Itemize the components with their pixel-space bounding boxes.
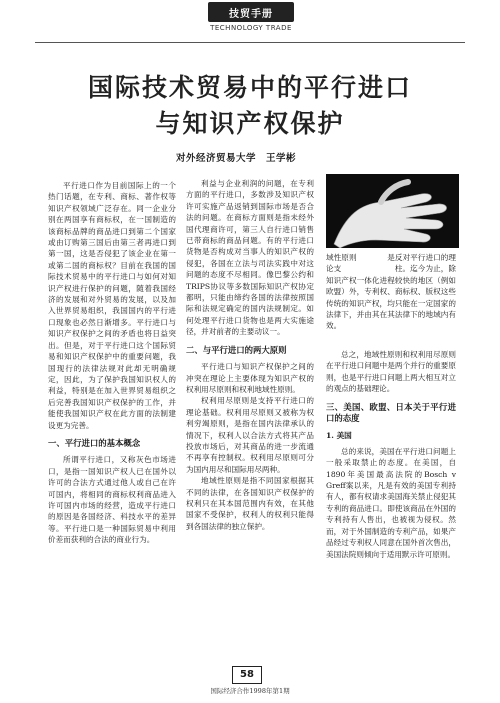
subsection-heading: 1. 美国 [326,431,352,441]
page-number: 58 [232,666,262,684]
column-subtitle: TECHNOLOGY TRADE [210,24,292,32]
column-title: 技贸手册 [208,2,294,22]
paragraph: 总之，地域性原则和权利用尽原则在平行进口问题中是两个并行的重要原则，也是平行进口问题上两大相互对立的观点的基础理论。 [326,350,456,394]
hand-illustration [326,174,459,248]
column-banner [208,2,294,32]
section-heading: 三、美国、欧盟、日本关于平行进口的态度 [326,401,456,424]
paragraph: 总的来说，美国在平行进口问题上一般采取禁止的态度。在美国，自1890年美国最高法院的Bosch v Greff案以来，凡是有效的美国专利持有人，都有权请求美国海关禁止侵犯其专利的商品进口。即使该商品在外国的专利持有人售出，也被视为侵权。然而，对于外国制造的专利产品，如果产品经过专利权人同意在国外首次售出，美国法院则倾向于适用默示许可原则。 [326,446,456,559]
paragraph: 所谓平行进口，又称灰色市场进口，是指一国知识产权人已在国外以许可的合法方式通过他人或自己在许可国内，将相同的商标权利商品进入许可国内市场的经营，造成平行进口的原因是各国经济、科技水平的差异等。平行进口是一种国际贸易中利用价差而获利的合法的商业行为。 [48,455,176,545]
article-title-line-2: 与知识产权保护 [155,109,345,138]
paragraph: 平行进口与知识产权保护之间的冲突在理论上主要体现为知识产权的权利用尽原则和权利地域性原则。 [186,362,314,394]
section-heading: 二、与平行进口的两大原则 [186,344,287,355]
paragraph: 平行进口作为目前国际上的一个热门话题，在专利、商标、著作权等知识产权领域广泛存在。同一企业分别在两国享有商标权，在一国制造的该商标品牌的商品进口到第二个国家或由订购第三国后由第三者再进口到第一国，这是否侵犯了该企业在第一或第二国的商标权？目前在我国的国际技术贸易中的平行进口与如何对知识产权进行保护的问题，随着我国经济的发展和对外贸易的发展，以及加入世界贸易组织，我国国内的平行进口现象也必然日渐增多。平行进口与知识产权保护之间的矛盾也将日益突出。但是，对于平行进口这个国际贸易和知识产权保护中的重要问题，我国现行的法律法规对此却无明确规定，因此，为了保护我国知识权人的利益，特别是在加入世界贸易组织之后完善我国知识产权保护的工作，并能使我国知识产权在此方面的法制建设更为完善。 [48,181,176,430]
paragraph: 地域性原则是指不同国家根据其不同的法律，在各国知识产权保护的权利只在其本国范围内有效，在其他国家不受保护，权利人的权利只能得到各国法律的独立保护。 [186,476,314,531]
article-title-line-1: 国际技术贸易中的平行进口 [87,73,412,102]
column-2 [186,178,314,532]
section-heading: 一、平行进口的基本概念 [48,437,141,448]
author-byline: 对外经济贸易大学 王学彬 [176,153,297,164]
journal-footer: 国际经济合作1998年第1期 [210,687,290,695]
paragraph: 权利用尽原则是支持平行进口的理论基础。权利用尽原则又被称为权利穷竭原则，是指在国内法律承认的情况下，权利人以合法方式将其产品投放市场后，对其商品的进一步流通不再享有控制权。权利用尽原则可分为国内用尽和国际用尽两种。 [186,396,314,474]
header-rule [35,42,465,43]
paragraph: 域性原则 是反对平行进口的理论支 柱。迄今为止，除知识产权一体化进程较快的地区（例如欧盟）外，专利权、商标权、版权这些传统的知识产权，均只能在一定国家的法律下，并由其在其法律下的地域内有效。 [326,253,456,331]
paragraph: 利益与企业利润的问题，在专利方面的平行进口，多数涉及知识产权许可实施产品返销到国际市场是否合法的问题。在商标方面则是指未经外国代理商许可，第三人自行进口销售已带商标的商品问题。有的平行进口货物是否构成对当事人的知识产权的侵犯，各国在立法与司法实践中对这问题的态度不尽相同。像巴黎公约和TRIPS协议等多数国际知识产权协定都明，只能由缔约各国的法律按照国际和法规定确定的国内法规制定。如何处理平行进口货物也是两大实施途径，并对前者的主要动议一。 [186,179,314,337]
column-3 [326,349,456,560]
column-3-top [326,252,456,332]
column-1 [48,180,176,546]
